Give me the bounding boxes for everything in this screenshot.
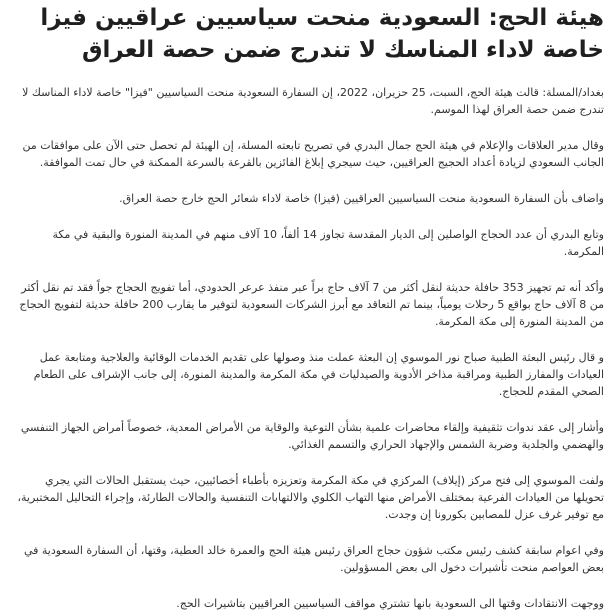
- headline-spacer: [12, 66, 604, 84]
- article-paragraph-1: بغداد/المسلة: قالت هيئة الحج، السبت، 25 حزيران، 2022، إن السفارة السعودية منحت السياسيين "فيزا" خاصة لاداء المناسك لا تندرج ضمن حصة العراق لهذا الموسم.: [22, 86, 604, 116]
- article-paragraph-4: وتابع البدري أن عدد الحجاج الواصلين إلى الديار المقدسة تجاوز 14 ألفاً، 10 آلاف منهم في المدينة المنورة والبقية في مكة المكرمة.: [52, 228, 604, 258]
- article-paragraph-9: وفي اعوام سابقة كشف رئيس مكتب شؤون حجاج العراق رئيس هيئة الحج والعمرة خالد العطية، وقتها، أن السفارة السعودية في بعض العواصم منحت تأشيرات دخول الى بعض المسؤولين.: [23, 544, 604, 574]
- article-paragraph-5: وأكد أنه تم تجهيز 353 حافلة حديثة لنقل أكثر من 7 آلاف حاج براً عبر منفذ عرعر الحدودي، أما تفويج الحجاج جواً فقد تم نقل أكثر من 8 آلاف حاج بواقع 5 رحلات يومياً، بينما تم التعاقد مع أبرز الشركات السعودية لتوفير ما يقارب 200 حافلة حديثة لتفويج الحجاج من المدينة المنورة إلى مكة المكرمة.: [19, 281, 604, 328]
- article-paragraph-2: وقال مدير العلاقات والإعلام في هيئة الحج جمال البدري في تصريح تابعته المسلة، إن الهيئة لم تحصل حتى الآن على موافقات من الجانب السعودي لزيادة أعداد الحجيج العراقيين، حيث سيجري إبلاغ الفائزين بالقرعة بالسرعة الممكنة في حال تمت الموافقة.: [22, 139, 604, 169]
- article-paragraph-6: و قال رئيس البعثة الطبية صباح نور الموسوي إن البعثة عملت منذ وصولها على تقديم الخدمات الوقائية والعلاجية ومتابعة عمل العيادات والمفارز الطبية ومراقبة مذاخر الأدوية والصيدليات في مكة المكرمة والمدينة المنورة، إلى جانب الإشراف على الطعام الصحي المقدم للحجاج.: [33, 351, 604, 398]
- article-paragraph-3: واضاف بأن السفارة السعودية منحت السياسيين العراقيين (فيزا) خاصة لاداء شعائر الحج خارج حصة العراق.: [119, 192, 604, 205]
- article-paragraph-8: ولفت الموسوي إلى فتح مركز (إيلاف) المركزي في مكة المكرمة وتعزيزه بأطباء أخصائيين، حيث يستقبل الحالات التي يجري تحويلها من العيادات الفرعية بمختلف الأمراض منها التهاب الكلوي والالتهابات التنفسية والحالات الطارئة، وإجراء التحاليل المختبرية، مع توفير غرف عزل للمصابين بكورونا إن وجدت.: [17, 474, 604, 521]
- article-headline: هيئة الحج: السعودية منحت سياسيين عراقيين فيزا خاصة لاداء المناسك لا تندرج ضمن حصة العراق: [40, 5, 604, 63]
- article-paragraph-7: وأشار إلى عقد ندوات تثقيفية وإلقاء محاضرات علمية بشأن التوعية والوقاية من الأمراض المعدية، خصوصاً أمراض الجهاز التنفسي والهضمي والجلدية وضربة الشمس والإجهاد الحراري والتسمم الغذائي.: [20, 421, 604, 451]
- article-paragraph-10: ووجهت الانتقادات وقتها الى السعودية بانها تشتري مواقف السياسيين العراقيين بتاشيرات الحج.: [176, 597, 604, 610]
